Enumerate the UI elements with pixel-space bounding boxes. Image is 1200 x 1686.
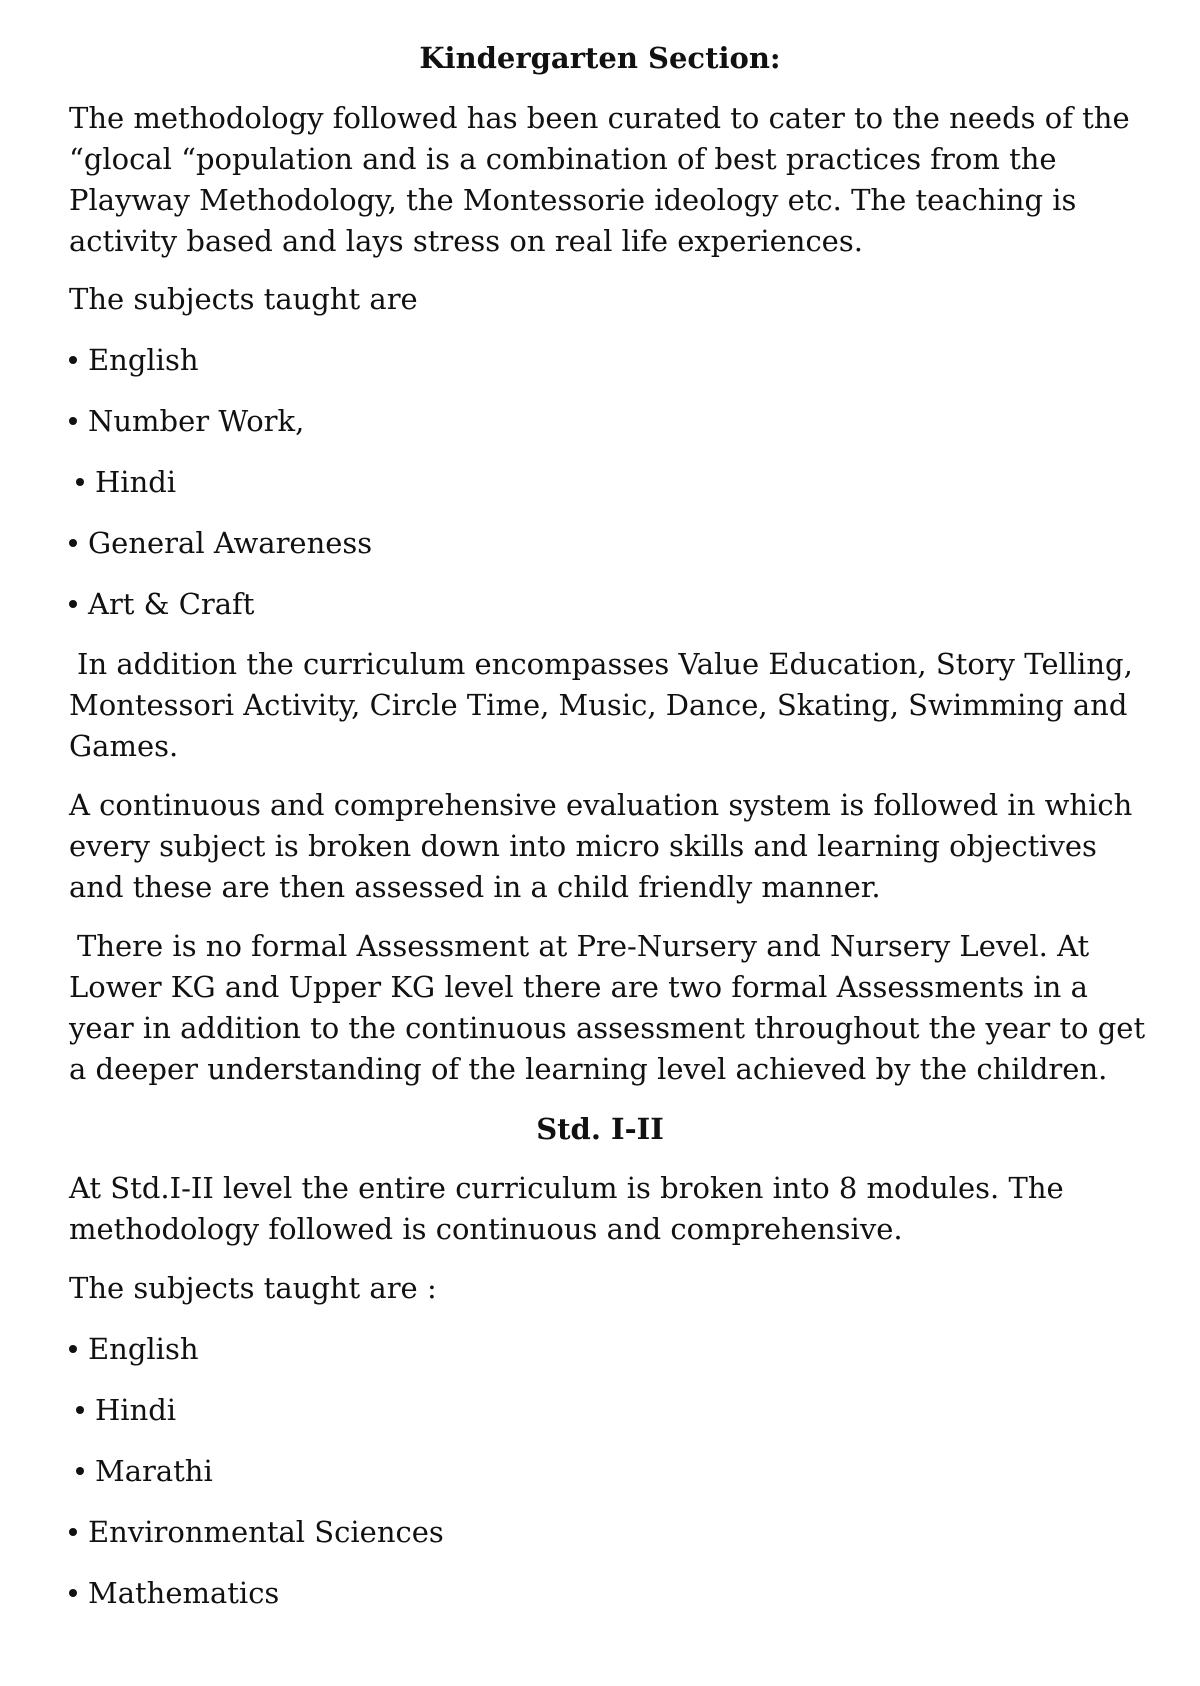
- list-item: English: [69, 340, 199, 380]
- std-intro-paragraph: At Std.I-II level the entire curriculum is broken into 8 modules. The methodology followed is continuous and comprehensive.: [69, 1171, 1064, 1246]
- list-item: Number Work,: [69, 401, 304, 441]
- bullet-icon: [69, 1345, 77, 1353]
- list-item: English: [69, 1329, 199, 1369]
- bullet-icon: [76, 478, 84, 486]
- list-item: Marathi: [76, 1451, 213, 1491]
- list-item: Art & Craft: [69, 584, 254, 624]
- bullet-icon: [69, 417, 77, 425]
- bullet-icon: [69, 539, 77, 547]
- kindergarten-intro-paragraph: The methodology followed has been curated to cater to the needs of the “glocal “population and is a combination of best practices from the Playway Methodology, the Montessorie ideology etc. The teaching is activity based and lays stress on real life experiences.: [69, 101, 1130, 258]
- list-item: Hindi: [76, 1390, 176, 1430]
- list-item: Environmental Sciences: [69, 1512, 444, 1552]
- std-section-title: Std. I-II: [536, 1112, 664, 1146]
- kindergarten-subjects-label: The subjects taught are: [69, 282, 418, 316]
- kindergarten-addition-paragraph: In addition the curriculum encompasses Value Education, Story Telling, Montessori Activity, Circle Time, Music, Dance, Skating, Swimming and Games.: [69, 647, 1133, 763]
- list-item: Mathematics: [69, 1573, 279, 1613]
- bullet-icon: [69, 356, 77, 364]
- bullet-icon: [69, 1528, 77, 1536]
- list-item: Hindi: [76, 462, 176, 502]
- kindergarten-section-title: Kindergarten Section:: [419, 41, 781, 75]
- bullet-icon: [76, 1406, 84, 1414]
- kindergarten-assessment-paragraph: There is no formal Assessment at Pre-Nursery and Nursery Level. At Lower KG and Upper KG level there are two formal Assessments in a year in addition to the continuous assessment throughout the year to get a deeper understanding of the learning level achieved by the children.: [69, 929, 1146, 1086]
- bullet-icon: [69, 1589, 77, 1597]
- bullet-icon: [76, 1467, 84, 1475]
- kindergarten-evaluation-paragraph: A continuous and comprehensive evaluation system is followed in which every subject is broken down into micro skills and learning objectives and these are then assessed in a child friendly manner.: [69, 788, 1133, 904]
- list-item: General Awareness: [69, 523, 372, 563]
- bullet-icon: [69, 600, 77, 608]
- std-subjects-label: The subjects taught are :: [69, 1271, 437, 1305]
